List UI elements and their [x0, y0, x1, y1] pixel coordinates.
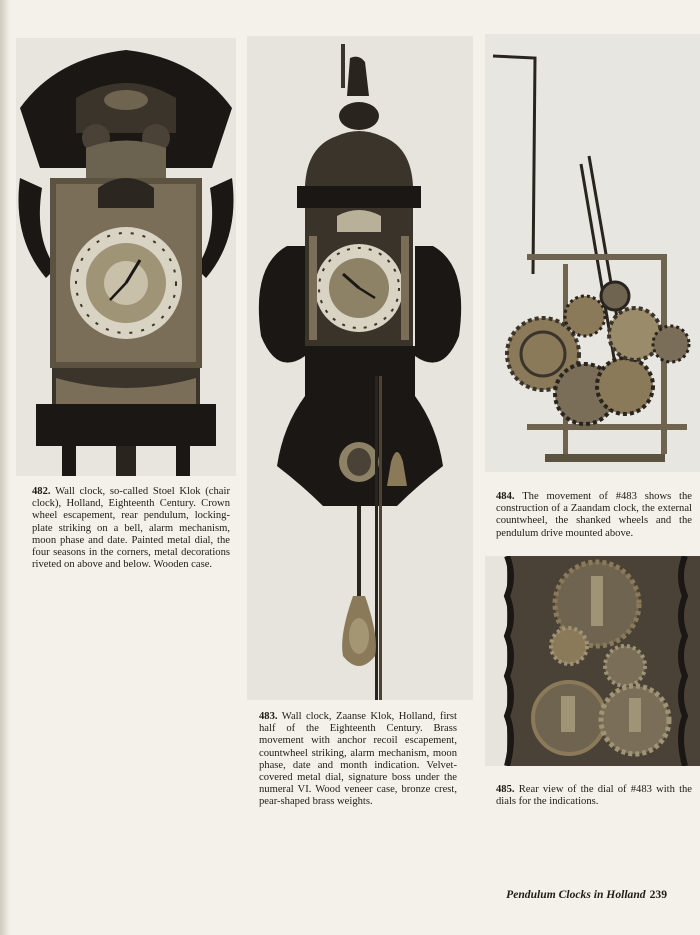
caption-484 [496, 491, 692, 540]
photo-483-zaanse-klok [247, 36, 473, 700]
caption-483-text: Wall clock, Zaanse Klok, Holland, first half of the Eighteenth Century. Brass movement with anchor recoil escapement, countwheel striking, alarm mechanism, moon phase, date and month indication. Velvet-covered metal dial, signature boss under the numeral VI. Wood veneer case, bronze crest, pear-shaped brass weights. [259, 711, 457, 808]
page-number: 239 [649, 888, 667, 901]
caption-482 [32, 486, 230, 571]
caption-485-text: Rear view of the dial of #483 with the dials for the indications. [496, 784, 693, 808]
running-footer [506, 888, 667, 901]
clock-movement-illustration [485, 34, 700, 472]
footer-title: Pendulum Clocks in Holland [506, 888, 646, 901]
photo-484-movement [485, 34, 700, 472]
dial-rear-illustration [485, 556, 700, 766]
caption-482-number: 482. [32, 486, 51, 497]
caption-485-number: 485. [496, 784, 515, 795]
caption-484-text: The movement of #483 shows the construction of a Zaandam clock, the external countwheel, the shanked wheels and the pendulum drive mounted above. [496, 491, 693, 539]
photo-485-dial-rear-view [485, 556, 700, 766]
caption-484-number: 484. [496, 491, 515, 502]
zaanse-klok-illustration [247, 36, 473, 700]
photo-482-stoel-klok [16, 38, 236, 476]
stoel-klok-illustration [16, 38, 236, 476]
caption-485 [496, 784, 692, 808]
caption-483-number: 483. [259, 711, 278, 722]
page-edge-shadow [0, 0, 10, 935]
caption-483 [259, 711, 457, 809]
caption-482-text: Wall clock, so-called Stoel Klok (chair clock), Holland, Eighteenth Century. Crown wheel escapement, rear pendulum, locking-plate striking on a bell, alarm mechanism, moon phase and date. Painted metal dial, the four seasons in the corners, metal decorations riveted on above and below. Wooden case. [32, 486, 230, 571]
